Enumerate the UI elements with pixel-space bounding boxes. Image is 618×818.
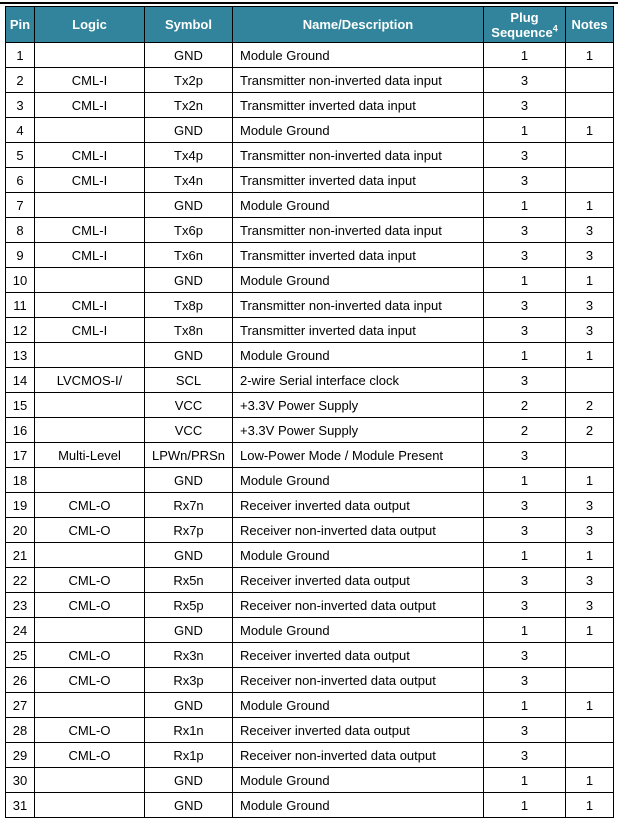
header-plug-line2: Sequence [491, 24, 553, 40]
table-header [6, 7, 614, 43]
cell-logic: CML-O [35, 568, 145, 593]
cell-notes: 1 [566, 543, 614, 568]
cell-symbol: GND [145, 793, 233, 818]
cell-pin: 15 [6, 393, 35, 418]
cell-name-description: Module Ground [233, 343, 484, 368]
table-row [6, 543, 614, 568]
cell-plug-sequence: 1 [484, 193, 566, 218]
cell-name-description: Receiver non-inverted data output [233, 743, 484, 768]
cell-plug-sequence: 3 [484, 318, 566, 343]
cell-pin: 7 [6, 193, 35, 218]
cell-notes [566, 368, 614, 393]
cell-name-description: Receiver inverted data output [233, 643, 484, 668]
table-row [6, 268, 614, 293]
cell-plug-sequence: 3 [484, 368, 566, 393]
cell-symbol: GND [145, 343, 233, 368]
cell-symbol: Tx2p [145, 68, 233, 93]
cell-notes: 3 [566, 518, 614, 543]
cell-notes: 1 [566, 768, 614, 793]
cell-plug-sequence: 1 [484, 768, 566, 793]
cell-pin: 10 [6, 268, 35, 293]
cell-name-description: Receiver non-inverted data output [233, 668, 484, 693]
cell-plug-sequence: 1 [484, 268, 566, 293]
cell-logic [35, 793, 145, 818]
cell-plug-sequence: 1 [484, 43, 566, 68]
cell-notes: 2 [566, 418, 614, 443]
pin-assignment-table [5, 6, 614, 818]
header-name-description: Name/Description [233, 7, 484, 43]
cell-notes: 3 [566, 318, 614, 343]
cell-name-description: Receiver non-inverted data output [233, 593, 484, 618]
cell-notes [566, 93, 614, 118]
cell-logic [35, 193, 145, 218]
table-row [6, 468, 614, 493]
cell-plug-sequence: 3 [484, 168, 566, 193]
cell-notes: 3 [566, 243, 614, 268]
cell-symbol: GND [145, 618, 233, 643]
cell-pin: 29 [6, 743, 35, 768]
cell-notes [566, 68, 614, 93]
cell-pin: 11 [6, 293, 35, 318]
cell-plug-sequence: 3 [484, 668, 566, 693]
cell-name-description: Module Ground [233, 543, 484, 568]
cell-logic: CML-I [35, 143, 145, 168]
cell-logic: CML-I [35, 93, 145, 118]
table-row [6, 168, 614, 193]
cell-symbol: GND [145, 768, 233, 793]
table-row [6, 793, 614, 818]
cell-name-description: Transmitter non-inverted data input [233, 218, 484, 243]
cell-symbol: SCL [145, 368, 233, 393]
header-logic: Logic [35, 7, 145, 43]
table-body [6, 43, 614, 818]
cell-symbol: GND [145, 193, 233, 218]
table-row [6, 343, 614, 368]
table-row [6, 443, 614, 468]
cell-pin: 27 [6, 693, 35, 718]
cell-plug-sequence: 1 [484, 618, 566, 643]
table-row [6, 618, 614, 643]
cell-logic: CML-O [35, 593, 145, 618]
cell-plug-sequence: 1 [484, 118, 566, 143]
table-row [6, 293, 614, 318]
cell-pin: 4 [6, 118, 35, 143]
cell-notes: 3 [566, 293, 614, 318]
cell-logic [35, 618, 145, 643]
cell-symbol: LPWn/PRSn [145, 443, 233, 468]
cell-notes: 3 [566, 593, 614, 618]
cell-symbol: GND [145, 268, 233, 293]
cell-logic: CML-O [35, 718, 145, 743]
cell-symbol: Tx4p [145, 143, 233, 168]
table-row [6, 743, 614, 768]
cell-name-description: Module Ground [233, 618, 484, 643]
cell-name-description: Transmitter inverted data input [233, 168, 484, 193]
cell-pin: 26 [6, 668, 35, 693]
cell-symbol: Rx5p [145, 593, 233, 618]
cell-symbol: VCC [145, 418, 233, 443]
cell-logic [35, 418, 145, 443]
cell-name-description: Module Ground [233, 118, 484, 143]
cell-notes [566, 643, 614, 668]
cell-pin: 12 [6, 318, 35, 343]
cell-notes: 2 [566, 393, 614, 418]
cell-name-description: +3.3V Power Supply [233, 393, 484, 418]
cell-notes [566, 443, 614, 468]
page-top-rule [0, 2, 618, 4]
table-row [6, 68, 614, 93]
cell-pin: 16 [6, 418, 35, 443]
cell-logic [35, 468, 145, 493]
table-row [6, 118, 614, 143]
cell-plug-sequence: 1 [484, 343, 566, 368]
cell-logic: CML-O [35, 743, 145, 768]
cell-plug-sequence: 3 [484, 518, 566, 543]
cell-pin: 21 [6, 543, 35, 568]
cell-name-description: Receiver non-inverted data output [233, 518, 484, 543]
cell-name-description: Receiver inverted data output [233, 568, 484, 593]
cell-name-description: Module Ground [233, 468, 484, 493]
cell-symbol: Rx5n [145, 568, 233, 593]
cell-symbol: Tx6n [145, 243, 233, 268]
cell-notes: 3 [566, 218, 614, 243]
cell-plug-sequence: 1 [484, 793, 566, 818]
cell-name-description: Transmitter non-inverted data input [233, 143, 484, 168]
cell-pin: 31 [6, 793, 35, 818]
cell-name-description: Module Ground [233, 693, 484, 718]
table-row [6, 143, 614, 168]
table-row [6, 43, 614, 68]
cell-logic: CML-I [35, 243, 145, 268]
cell-pin: 8 [6, 218, 35, 243]
cell-notes: 1 [566, 343, 614, 368]
table-row [6, 418, 614, 443]
cell-plug-sequence: 3 [484, 568, 566, 593]
cell-plug-sequence: 3 [484, 143, 566, 168]
cell-notes: 1 [566, 268, 614, 293]
cell-logic: CML-I [35, 68, 145, 93]
cell-notes: 1 [566, 118, 614, 143]
table-row [6, 718, 614, 743]
cell-symbol: Rx3p [145, 668, 233, 693]
cell-plug-sequence: 3 [484, 493, 566, 518]
cell-name-description: 2-wire Serial interface clock [233, 368, 484, 393]
cell-name-description: Transmitter non-inverted data input [233, 293, 484, 318]
cell-logic: CML-I [35, 218, 145, 243]
cell-plug-sequence: 3 [484, 218, 566, 243]
table-row [6, 193, 614, 218]
table-row [6, 218, 614, 243]
header-pin: Pin [6, 7, 35, 43]
cell-plug-sequence: 3 [484, 293, 566, 318]
cell-logic [35, 343, 145, 368]
cell-name-description: Module Ground [233, 793, 484, 818]
header-symbol: Symbol [145, 7, 233, 43]
table-row [6, 93, 614, 118]
cell-name-description: Module Ground [233, 193, 484, 218]
cell-logic: LVCMOS-I/ [35, 368, 145, 393]
cell-symbol: Tx2n [145, 93, 233, 118]
cell-plug-sequence: 3 [484, 93, 566, 118]
cell-pin: 25 [6, 643, 35, 668]
cell-plug-sequence: 3 [484, 743, 566, 768]
cell-symbol: Tx8n [145, 318, 233, 343]
table-row [6, 693, 614, 718]
cell-logic: CML-I [35, 293, 145, 318]
cell-symbol: Rx7n [145, 493, 233, 518]
cell-symbol: Rx1n [145, 718, 233, 743]
cell-plug-sequence: 3 [484, 593, 566, 618]
cell-plug-sequence: 1 [484, 693, 566, 718]
cell-notes: 3 [566, 493, 614, 518]
table-row [6, 568, 614, 593]
table-row [6, 368, 614, 393]
cell-pin: 9 [6, 243, 35, 268]
table-row [6, 243, 614, 268]
cell-notes: 1 [566, 693, 614, 718]
header-notes: Notes [566, 7, 614, 43]
cell-logic: CML-I [35, 318, 145, 343]
cell-plug-sequence: 1 [484, 468, 566, 493]
cell-name-description: Module Ground [233, 43, 484, 68]
cell-symbol: VCC [145, 393, 233, 418]
cell-pin: 18 [6, 468, 35, 493]
cell-pin: 1 [6, 43, 35, 68]
cell-logic [35, 268, 145, 293]
cell-logic [35, 118, 145, 143]
header-plug-line1: Plug [510, 9, 539, 25]
cell-notes [566, 168, 614, 193]
cell-plug-sequence: 3 [484, 718, 566, 743]
cell-notes: 1 [566, 618, 614, 643]
cell-logic [35, 543, 145, 568]
cell-notes [566, 743, 614, 768]
table-row [6, 493, 614, 518]
cell-pin: 6 [6, 168, 35, 193]
cell-notes: 1 [566, 43, 614, 68]
header-plug-superscript: 4 [552, 23, 558, 34]
cell-pin: 13 [6, 343, 35, 368]
cell-logic: CML-I [35, 168, 145, 193]
cell-symbol: Tx6p [145, 218, 233, 243]
header-row [6, 7, 614, 43]
cell-notes: 1 [566, 793, 614, 818]
cell-logic: CML-O [35, 668, 145, 693]
cell-pin: 30 [6, 768, 35, 793]
cell-symbol: Rx3n [145, 643, 233, 668]
cell-notes: 3 [566, 568, 614, 593]
cell-notes [566, 668, 614, 693]
cell-plug-sequence: 1 [484, 543, 566, 568]
cell-symbol: GND [145, 543, 233, 568]
cell-name-description: Transmitter inverted data input [233, 93, 484, 118]
cell-logic: CML-O [35, 518, 145, 543]
cell-symbol: GND [145, 693, 233, 718]
cell-pin: 2 [6, 68, 35, 93]
table-row [6, 393, 614, 418]
cell-plug-sequence: 2 [484, 393, 566, 418]
cell-plug-sequence: 3 [484, 243, 566, 268]
cell-notes: 1 [566, 468, 614, 493]
cell-name-description: Receiver inverted data output [233, 718, 484, 743]
cell-plug-sequence: 3 [484, 68, 566, 93]
cell-logic: CML-O [35, 643, 145, 668]
cell-plug-sequence: 2 [484, 418, 566, 443]
cell-pin: 17 [6, 443, 35, 468]
cell-name-description: Transmitter inverted data input [233, 243, 484, 268]
cell-pin: 3 [6, 93, 35, 118]
cell-symbol: GND [145, 118, 233, 143]
cell-pin: 22 [6, 568, 35, 593]
cell-plug-sequence: 3 [484, 443, 566, 468]
table-row [6, 668, 614, 693]
cell-logic: CML-O [35, 493, 145, 518]
cell-pin: 23 [6, 593, 35, 618]
cell-symbol: Rx1p [145, 743, 233, 768]
table-row [6, 518, 614, 543]
cell-notes [566, 718, 614, 743]
cell-logic [35, 768, 145, 793]
cell-name-description: Transmitter non-inverted data input [233, 68, 484, 93]
cell-symbol: GND [145, 43, 233, 68]
cell-pin: 24 [6, 618, 35, 643]
cell-name-description: Transmitter inverted data input [233, 318, 484, 343]
cell-name-description: +3.3V Power Supply [233, 418, 484, 443]
cell-logic [35, 693, 145, 718]
cell-logic [35, 393, 145, 418]
cell-symbol: Tx8p [145, 293, 233, 318]
table-row [6, 643, 614, 668]
cell-symbol: GND [145, 468, 233, 493]
cell-notes: 1 [566, 193, 614, 218]
cell-pin: 20 [6, 518, 35, 543]
cell-pin: 28 [6, 718, 35, 743]
cell-logic: Multi-Level [35, 443, 145, 468]
cell-logic [35, 43, 145, 68]
cell-pin: 19 [6, 493, 35, 518]
cell-notes [566, 143, 614, 168]
cell-name-description: Low-Power Mode / Module Present [233, 443, 484, 468]
cell-pin: 14 [6, 368, 35, 393]
table-row [6, 768, 614, 793]
cell-pin: 5 [6, 143, 35, 168]
cell-symbol: Tx4n [145, 168, 233, 193]
cell-name-description: Module Ground [233, 768, 484, 793]
cell-symbol: Rx7p [145, 518, 233, 543]
cell-name-description: Module Ground [233, 268, 484, 293]
table-row [6, 318, 614, 343]
cell-name-description: Receiver inverted data output [233, 493, 484, 518]
table-row [6, 593, 614, 618]
header-plug-sequence [484, 7, 566, 43]
cell-plug-sequence: 3 [484, 643, 566, 668]
